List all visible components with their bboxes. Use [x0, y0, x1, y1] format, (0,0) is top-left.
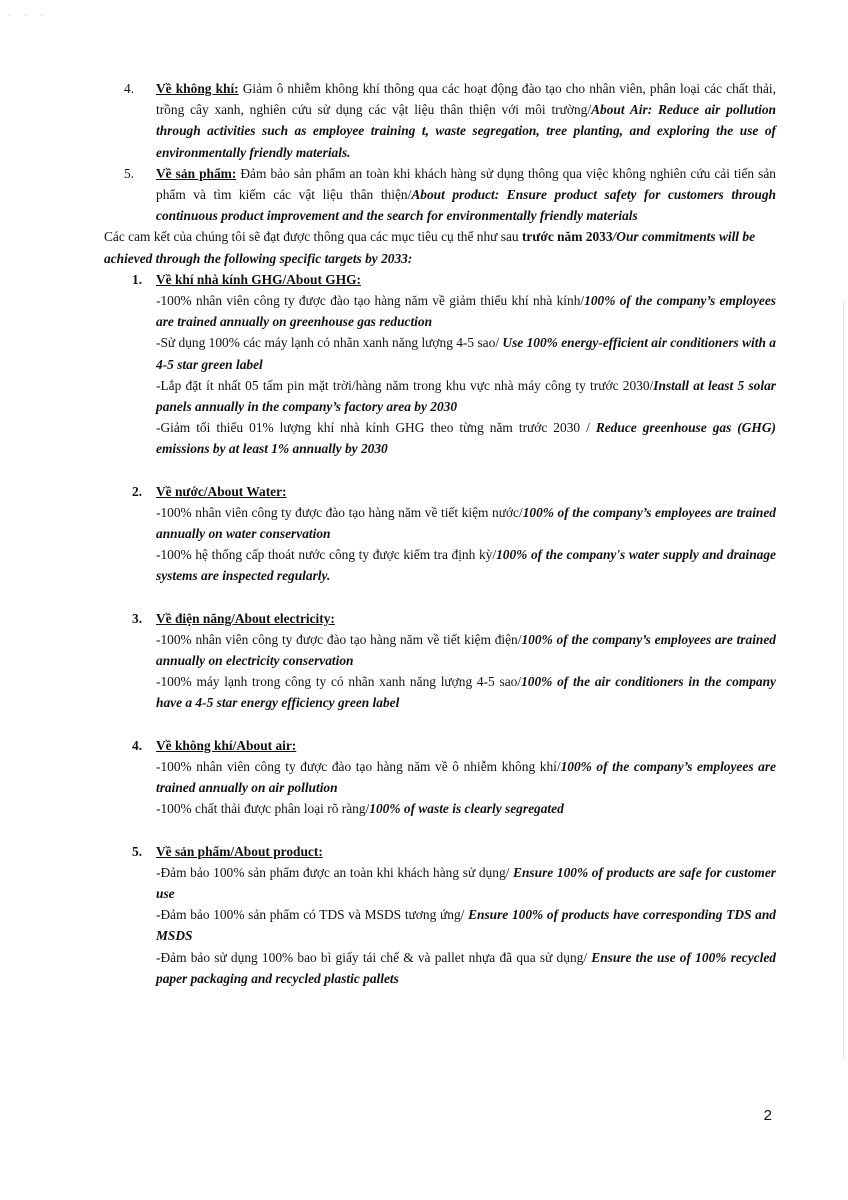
target-text-en: Ensure 100% of products have corresponding TDS and MSDS [156, 907, 776, 944]
target-line [156, 417, 776, 459]
target-line [156, 332, 776, 374]
target-text-vi: -100% nhân viên công ty được đào tạo hàng năm về tiết kiệm nước/ [156, 504, 523, 520]
section-title: Về nước/About Water: [156, 483, 287, 499]
section-number: 5. [132, 843, 143, 859]
target-text-en: 100% of the company's water supply and drainage systems are inspected regularly. [156, 547, 776, 584]
target-line [156, 629, 776, 671]
target-text-vi: -Lắp đặt ít nhất 05 tấm pin mặt trời/hàng năm trong khu vực nhà máy công ty trước 2030/ [156, 377, 654, 393]
intro-text-vi: Các cam kết của chúng tôi sẽ đạt được thông qua các mục tiêu cụ thể như sau [104, 229, 522, 245]
item-text-vi: Giảm ô nhiễm không khí thông qua các hoạt động đào tạo cho nhân viên, phân loại các chất thải, trồng cây xanh, nghiên cứu sử dụng các vật liệu thân thiện với môi trường/ [156, 81, 776, 118]
target-text-en: 100% of the company’s employees are trained annually on water conservation [156, 504, 776, 542]
page-number: 2 [763, 1107, 772, 1124]
target-text-vi: -100% chất thải được phân loại rõ ràng/ [156, 801, 370, 817]
target-text-en: Ensure the use of 100% recycled paper packaging and recycled plastic pallets [156, 949, 776, 986]
target-line [156, 947, 776, 989]
intro-paragraph [104, 226, 776, 268]
target-line [156, 290, 776, 332]
target-text-en: 100% of the company’s employees are trained annually on electricity conservation [156, 631, 777, 669]
target-line [156, 904, 776, 946]
section-number: 3. [132, 610, 143, 626]
target-text-vi: -100% nhân viên công ty được đào tạo hàng năm về ô nhiễm không khí/ [156, 758, 561, 774]
list-number: 4. [124, 81, 135, 96]
target-section-electricity [104, 608, 776, 714]
target-line [156, 671, 776, 713]
section-number: 1. [132, 271, 143, 287]
target-line [156, 798, 776, 819]
target-text-vi: -100% nhân viên công ty được đào tạo hàng năm về tiết kiệm điện/ [156, 631, 522, 647]
target-line [156, 862, 776, 904]
section-number: 2. [132, 483, 143, 499]
item-text-vi: Đảm bảo sản phẩm an toàn khi khách hàng sử dụng thông qua việc không nghiên cứu cải tiến sản phẩm và tìm kiếm các vật liệu thân thiện/ [156, 165, 776, 203]
target-line [156, 375, 776, 417]
target-text-vi: -Sử dụng 100% các máy lạnh có nhãn xanh năng lượng 4-5 sao/ [156, 335, 503, 351]
item-text-en: About product: Ensure product safety for customers through continuous product improvement and the search for environmentally friendly materials [156, 187, 776, 224]
list-item [124, 78, 776, 163]
target-text-vi: -100% hệ thống cấp thoát nước công ty được kiểm tra định kỳ/ [156, 547, 497, 563]
section-title: Về không khí/About air: [156, 737, 297, 753]
target-text-en: 100% of waste is clearly segregated [369, 801, 564, 817]
target-text-en: Use 100% energy-efficient air conditioners with a 4-5 star green label [156, 335, 776, 372]
target-text-vi: -Đảm bảo 100% sản phẩm có TDS và MSDS tương ứng/ [156, 907, 469, 923]
section-title: Về sản phẩm/About product: [156, 843, 323, 859]
target-text-vi: -Đảm bảo sử dụng 100% bao bì giấy tái chế & và pallet nhựa đã qua sử dụng/ [156, 949, 592, 965]
target-text-vi: -100% máy lạnh trong công ty có nhãn xanh năng lượng 4-5 sao/ [156, 674, 522, 690]
item-heading: Về sản phẩm: [156, 165, 237, 181]
target-text-vi: -Giảm tối thiểu 01% lượng khí nhà kính GHG theo từng năm trước 2030 / [156, 420, 596, 436]
target-line [156, 502, 776, 544]
section-number: 4. [132, 737, 143, 753]
target-text-en: Ensure 100% of products are safe for customer use [156, 864, 776, 901]
target-text-vi: -Đảm bảo 100% sản phẩm được an toàn khi khách hàng sử dụng/ [156, 864, 514, 880]
target-section-product [104, 841, 776, 989]
target-text-en: 100% of the air conditioners in the company have a 4-5 star energy efficiency green label [156, 674, 776, 711]
intro-deadline: trước năm 2033 [521, 229, 613, 245]
scan-artifact: · · · [8, 12, 49, 20]
section-title: Về khí nhà kính GHG/About GHG: [156, 271, 362, 287]
item-text-en: About Air: Reduce air pollution through activities such as employee training t, waste segregation, tree planting, and exploring the use of environmentally friendly materials. [156, 102, 776, 160]
scan-edge-line [843, 300, 844, 1060]
target-text-en: 100% of the company’s employees are trained annually on air pollution [156, 758, 776, 796]
target-line [156, 756, 776, 798]
section-title: Về điện năng/About electricity: [156, 610, 335, 626]
list-item [124, 163, 776, 227]
item-heading: Về không khí: [156, 81, 239, 96]
intro-text-en: /Our commitments will be achieved through the following specific targets by 2033: [104, 229, 756, 266]
target-text-en: Reduce greenhouse gas (GHG) emissions by at least 1% annually by 2030 [156, 420, 776, 457]
target-section-ghg [104, 269, 776, 460]
target-section-air [104, 735, 776, 820]
document-body [104, 78, 776, 989]
target-text-en: Install at least 5 solar panels annually in the company’s factory area by 2030 [156, 377, 776, 415]
list-number: 5. [124, 165, 135, 181]
target-section-water [104, 481, 776, 587]
target-text-vi: -100% nhân viên công ty được đào tạo hàng năm về giảm thiểu khí nhà kính/ [156, 293, 585, 309]
target-text-en: 100% of the company’s employees are trained annually on greenhouse gas reduction [156, 293, 777, 330]
target-line [156, 544, 776, 586]
